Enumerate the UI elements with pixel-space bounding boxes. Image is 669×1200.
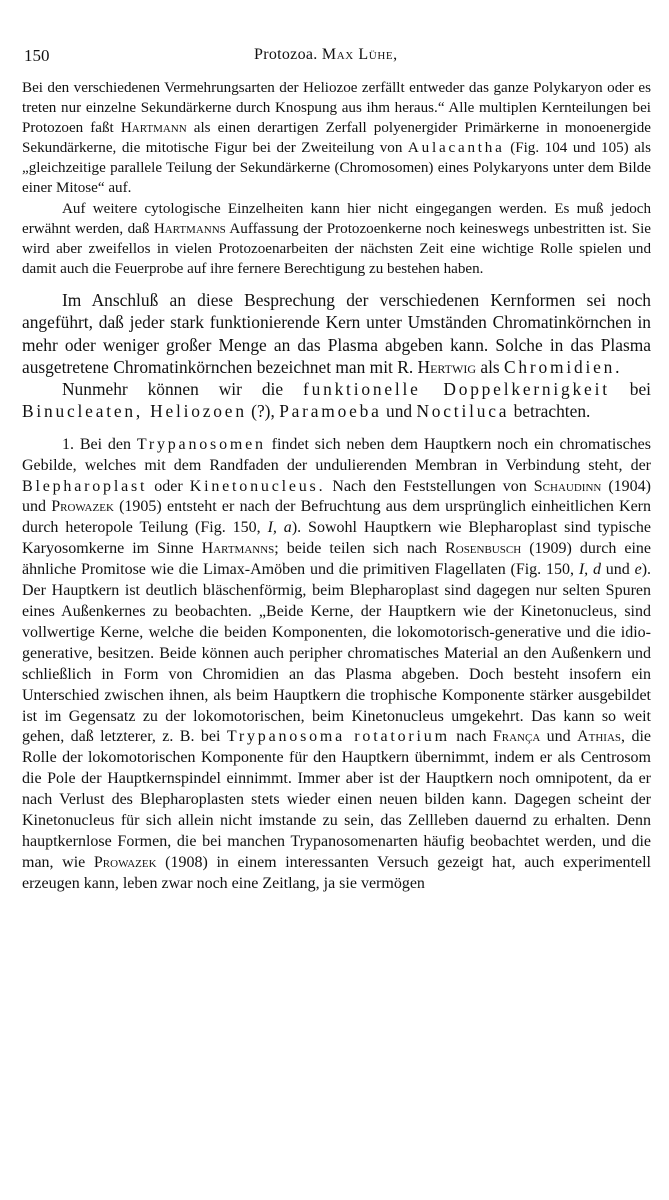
text-run: Auf weitere cytologische Einzelheiten kann hier nicht eingegangen werden. Es muß jedoch erwähnt werden, daß <box>22 200 651 237</box>
figure-ref: I, d <box>578 561 601 579</box>
text-run: als <box>476 356 505 377</box>
section-title: Protozoa. <box>254 46 318 63</box>
term-doppelkernigkeit: funktionelle Doppelkernigkeit <box>302 379 610 400</box>
text-run: findet sich neben dem Hauptkern noch ein chromatisches Gebilde, welches mit dem Randfaden der undulierenden Membran in Verbindung steht, der <box>22 435 651 474</box>
paragraph-2 <box>22 199 651 279</box>
text-run: oder <box>147 477 190 495</box>
taxon-trypanosomen: Trypanosomen <box>136 435 266 453</box>
paragraph-5 <box>22 435 651 895</box>
running-title <box>254 46 398 64</box>
text-run: betrachten. <box>509 401 591 422</box>
text-run: Nunmehr können wir die <box>62 379 303 400</box>
text-run: , die Rolle der lokomotorischen Komponente für den Hauptkern übernimmt, indem er als Centrosom die Pole der Hauptkernspindel einnimmt. Immer aber ist der Hauptkern noch omnipotent, da er nach Verlust des Blepharoplasten stets wieder einen neuen bilden kann. Dagegen scheint der Kinetonucleus für sich allein nicht imstande zu sein, das Zellleben dauernd zu erhalten. Denn hauptkernlose Formen, die bei manchen Trypanosomenarten häufig beobachtet werden, und die man, wie <box>22 728 652 871</box>
author-ref: Rosenbusch <box>445 540 522 558</box>
term-kinetonucleus: Kinetonucleus. <box>189 477 326 495</box>
paragraph-3 <box>22 289 651 378</box>
text-run: Auffassung der Protozoenkerne noch keineswegs unbestritten ist. Sie wird aber zweifellos in vielen Protozoenarbeiten der nächsten Zeit eine wichtige Rolle spielen und damit auch die Feuerprobe auf ihre fernere Berechtigung zu bestehen haben. <box>22 220 651 277</box>
author-ref: Prowazek <box>51 498 114 516</box>
author-ref: Athias <box>577 728 622 746</box>
author-ref: Hartmanns <box>201 540 275 558</box>
text-run: (1904) und <box>22 477 652 516</box>
text-run: 1. Bei den <box>62 435 137 453</box>
text-run: und <box>540 728 578 746</box>
paragraph-1 <box>22 78 651 199</box>
term-chromidien: Chromidien. <box>504 356 623 377</box>
paragraph-4 <box>22 378 651 423</box>
figure-ref: e <box>634 561 642 579</box>
genus-paramoeba: Paramoeba <box>279 401 382 422</box>
text-run: Bei den verschiedenen Vermehrungsarten der Heliozoe zerfällt entweder das ganze Polykaryon oder es treten nur einzelne Sekundärkerne durch Knospung aus ihm heraus.“ Alle multiplen Kernteilungen bei Protozoen faßt <box>22 80 651 137</box>
text-run: (Fig. 104 und 105) als „gleichzeitige parallele Teilung der Sekundärkerne (Chromosomen) eines Polykaryons unter dem Bilde einer Mitose“ auf. <box>22 140 651 197</box>
text-run: bei <box>609 379 652 400</box>
text-run: als einen derartigen Zerfall polyenergider Primärkerne in monoenergide Sekundärkerne, die mitotische Figur bei der Zweiteilung von <box>22 120 651 157</box>
figure-ref: I, a <box>267 519 292 537</box>
author-ref: Hartmann <box>120 120 187 137</box>
text-run: und <box>381 401 417 422</box>
author-name: Max Lühe, <box>321 46 398 63</box>
text-run: und <box>600 561 635 579</box>
running-header <box>22 42 651 72</box>
genus-noctiluca: Noctiluca <box>416 401 510 422</box>
text-run: Nach den Feststellungen von <box>325 477 534 495</box>
author-ref: Prowazek <box>93 853 157 871</box>
author-ref: França <box>492 728 541 746</box>
genus-name: Aulacantha <box>407 140 505 157</box>
text-run: (1909) durch eine ähnliche Promitose wie die Limax-Amöben und die primitiven Flagellaten (Fig. 150, <box>22 540 652 579</box>
text-run: (?), <box>246 401 280 422</box>
author-ref: Hartmanns <box>153 220 226 237</box>
species-name: Trypanosoma rotatorium <box>226 728 450 746</box>
page-number: 150 <box>24 46 50 65</box>
text-run: (1908) in einem interessanten Versuch gezeigt hat, auch experimentell erzeugen kann, leben zwar noch eine Zeitlang, ja sie vermögen <box>22 853 651 892</box>
author-ref: Schaudinn <box>533 477 602 495</box>
text-run: nach <box>449 728 493 746</box>
text-run: ; beide teilen sich nach <box>274 540 446 558</box>
taxon-binucleaten: Binucleaten, Heliozoen <box>22 401 247 422</box>
text-run: ). Sowohl Hauptkern wie Blepharoplast sind typische Karyosomkerne im Sinne <box>22 519 652 558</box>
text-run: ). Der Hauptkern ist deutlich bläschenförmig, beim Blepharoplast sind dagegen nur selten Spuren eines Außenkernes zu beobachten. „Beide Kerne, der Hauptkern wie der Kinetonucleus, sind vollwertige Kerne, welche die beiden Komponenten, die lokomotorisch-generative und die idio-generative, besitzen. Beide können auch peripher chromatisches Material an den Außenkern und schließlich in Form von Chromidien an das Plasma abgeben. Doch besteht insofern ein Unterschied zwischen ihnen, als beim Hauptkern die trophische Komponente stärker ausgebildet ist im Gegensatz zu der lokomotorischen, beim Kinetonucleus umgekehrt. Das kann so weit gehen, daß letzterer, z. B. bei <box>22 561 652 746</box>
text-run: (1905) entsteht er nach der Befruchtung aus dem ursprünglich einheitlichen Kern durch heteropole Teilung (Fig. 150, <box>22 498 652 537</box>
text-run: Im Anschluß an diese Besprechung der verschiedenen Kernformen sei noch angeführt, daß jeder stark funktionierende Kern unter Umständen Chromatinkörnchen in mehr oder weniger großer Menge an das Plasma abgeben kann. Solche in das Plasma ausgetretene Chromatinkörnchen bezeichnet man mit <box>22 289 651 377</box>
author-ref: R. Hertwig <box>397 356 477 377</box>
term-blepharoplast: Blepharoplast <box>22 477 148 495</box>
